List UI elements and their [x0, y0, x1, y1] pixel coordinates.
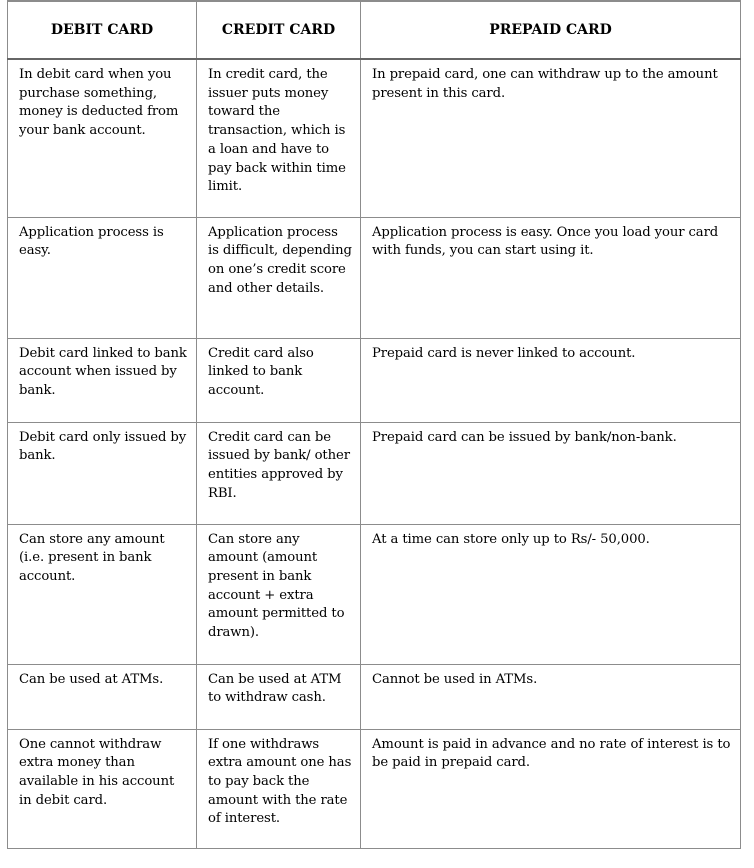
debit-cell: One cannot withdraw extra money than available in his account in debit card.: [8, 729, 197, 848]
debit-cell: Can be used at ATMs.: [8, 664, 197, 729]
prepaid-cell: At a time can store only up to Rs/- 50,000.: [361, 524, 741, 664]
credit-cell: If one withdraws extra amount one has to pay back the amount with the rate of interest.: [197, 729, 361, 848]
credit-cell: Can be used at ATM to withdraw cash.: [197, 664, 361, 729]
table-row: [8, 664, 741, 729]
credit-cell: Credit card also linked to bank account.: [197, 338, 361, 422]
table-row: [8, 59, 741, 217]
prepaid-cell: Prepaid card is never linked to account.: [361, 338, 741, 422]
table-header: [8, 1, 741, 59]
credit-cell: Credit card can be issued by bank/ other entities approved by RBI.: [197, 422, 361, 524]
prepaid-cell: In prepaid card, one can withdraw up to the amount present in this card.: [361, 59, 741, 217]
table-row: [8, 524, 741, 664]
table-row: [8, 422, 741, 524]
prepaid-cell: Prepaid card can be issued by bank/non-bank.: [361, 422, 741, 524]
table-row: [8, 338, 741, 422]
credit-cell: In credit card, the issuer puts money toward the transaction, which is a loan and have to pay back within time limit.: [197, 59, 361, 217]
table-body: [8, 59, 741, 848]
credit-cell: Application process is difficult, depending on one’s credit score and other details.: [197, 217, 361, 338]
prepaid-cell: Application process is easy. Once you load your card with funds, you can start using it.: [361, 217, 741, 338]
table-row: [8, 729, 741, 848]
debit-cell: Application process is easy.: [8, 217, 197, 338]
prepaid-cell: Cannot be used in ATMs.: [361, 664, 741, 729]
debit-cell: Debit card linked to bank account when issued by bank.: [8, 338, 197, 422]
header-row: [8, 1, 741, 59]
debit-cell: In debit card when you purchase something, money is deducted from your bank account.: [8, 59, 197, 217]
header-debit-card: DEBIT CARD: [8, 1, 197, 59]
comparison-table: [7, 0, 741, 849]
header-prepaid-card: PREPAID CARD: [361, 1, 741, 59]
debit-cell: Debit card only issued by bank.: [8, 422, 197, 524]
prepaid-cell: Amount is paid in advance and no rate of interest is to be paid in prepaid card.: [361, 729, 741, 848]
table-row: [8, 217, 741, 338]
credit-cell: Can store any amount (amount present in bank account + extra amount permitted to drawn).: [197, 524, 361, 664]
debit-cell: Can store any amount (i.e. present in bank account.: [8, 524, 197, 664]
header-credit-card: CREDIT CARD: [197, 1, 361, 59]
